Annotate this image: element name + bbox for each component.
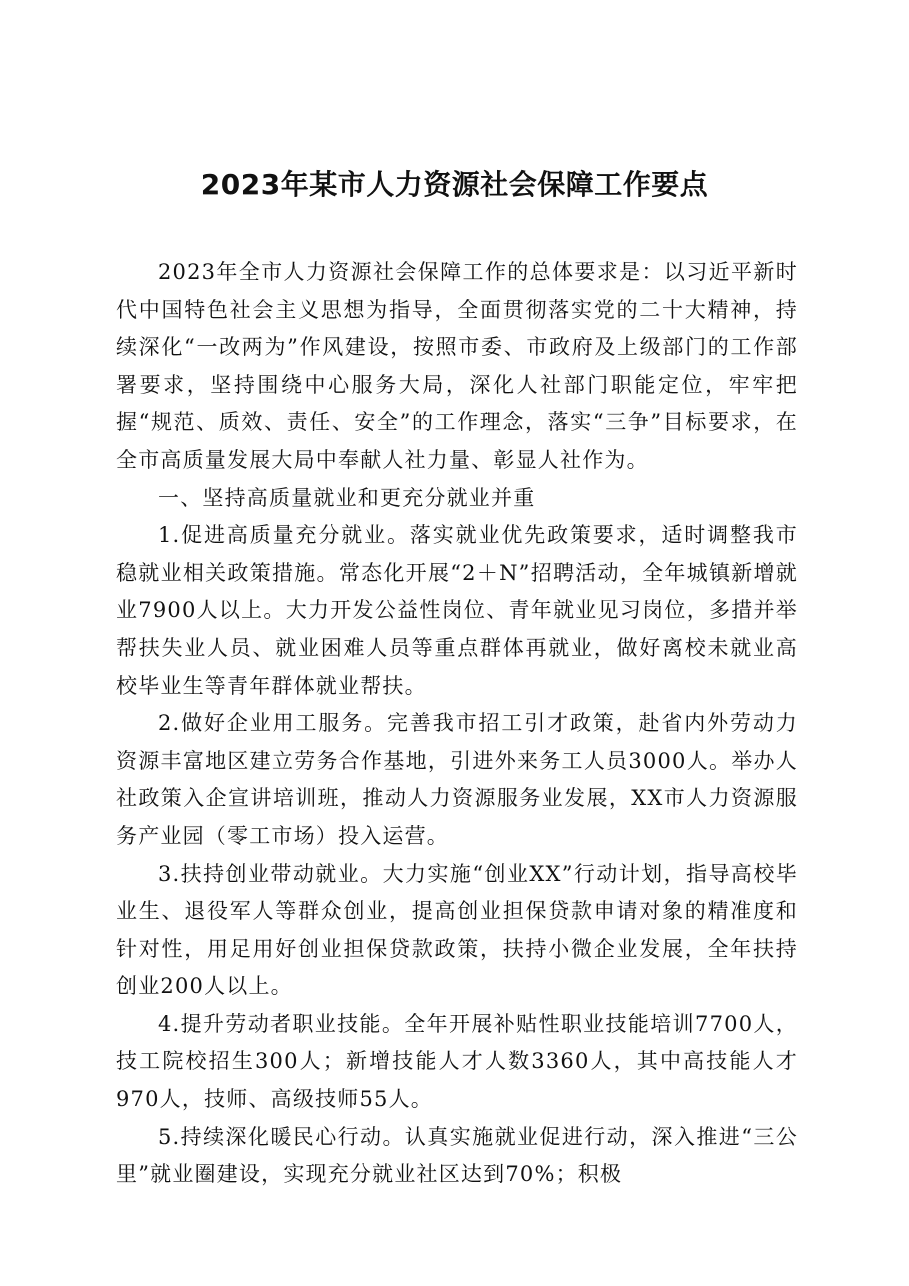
document-body: [116, 254, 798, 1194]
item-paragraph-3: 3.扶持创业带动就业。大力实施“创业XX”行动计划，指导高校毕业生、退役军人等群众创业，提高创业担保贷款申请对象的精准度和针对性，用足用好创业担保贷款政策，扶持小微企业发展，全年扶持创业200人以上。: [116, 861, 798, 999]
item-paragraph-2: 2.做好企业用工服务。完善我市招工引才政策，赴省内外劳动力资源丰富地区建立劳务合作基地，引进外来务工人员3000人。举办人社政策入企宣讲培训班，推动人力资源服务业发展，XX市人力资源服务产业园（零工市场）投入运营。: [116, 711, 798, 848]
section-heading: 一、坚持高质量就业和更充分就业并重: [158, 485, 536, 510]
item-paragraph-5: 5.持续深化暖民心行动。认真实施就业促进行动，深入推进“三公里”就业圈建设，实现充分就业社区达到70%；积极: [116, 1124, 798, 1187]
item-paragraph-4: 4.提升劳动者职业技能。全年开展补贴性职业技能培训7700人，技工院校招生300人；新增技能人才人数3360人，其中高技能人才970人，技师、高级技师55人。: [116, 1011, 798, 1112]
intro-paragraph: 2023年全市人力资源社会保障工作的总体要求是：以习近平新时代中国特色社会主义思想为指导，全面贯彻落实党的二十大精神，持续深化“一改两为”作风建设，按照市委、市政府及上级部门的工作部署要求，坚持围绕中心服务大局，深化人社部门职能定位，牢牢把握“规范、质效、责任、安全”的工作理念，落实“三争”目标要求，在全市高质量发展大局中奉献人社力量、彰显人社作为。: [116, 260, 798, 472]
document-title: 2023年某市人力资源社会保障工作要点: [200, 168, 709, 201]
item-paragraph-1: 1.促进高质量充分就业。落实就业优先政策要求，适时调整我市稳就业相关政策措施。常态化开展“2＋N”招聘活动，全年城镇新增就业7900人以上。大力开发公益性岗位、青年就业见习岗位，多措并举帮扶失业人员、就业困难人员等重点群体再就业，做好离校未就业高校毕业生等青年群体就业帮扶。: [116, 523, 798, 698]
